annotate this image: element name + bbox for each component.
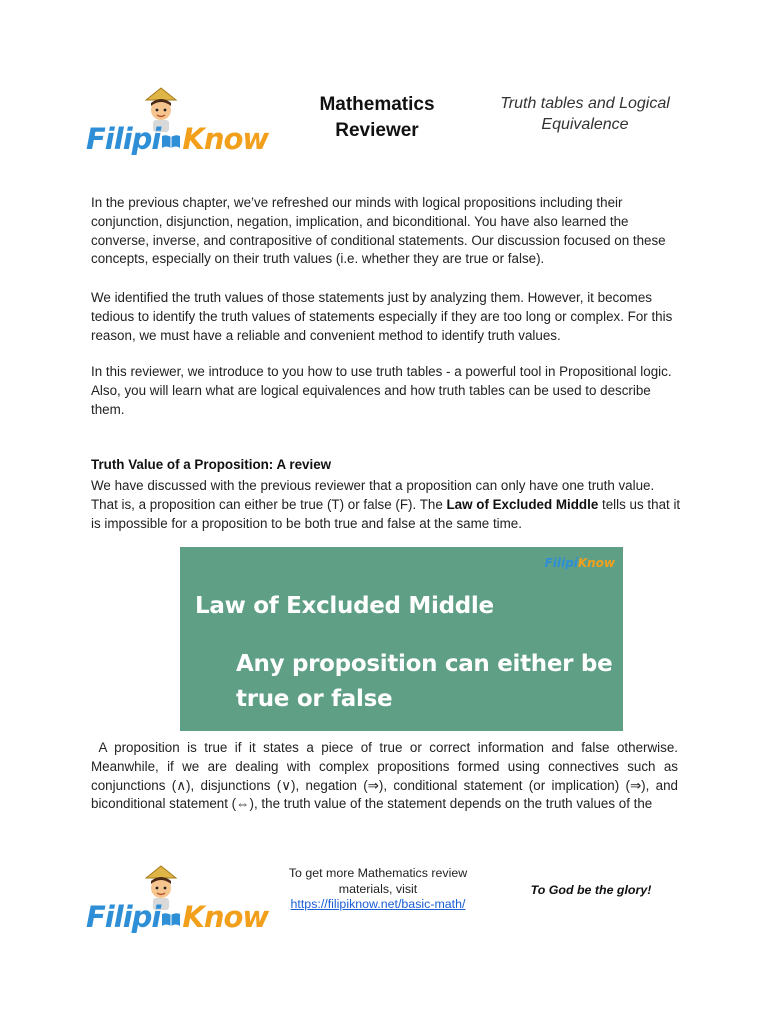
law-term: Law of Excluded Middle <box>446 496 599 512</box>
book-icon <box>161 911 181 927</box>
banner-logo-filipi: Filipi <box>544 556 578 570</box>
intro-paragraph-3: In this reviewer, we introduce to you how to use truth tables - a powerful tool in Propositional logic. Also, you will learn what are logical equivalences and how truth tables can be used to describe them. <box>91 364 672 417</box>
truth-value-paragraph <box>91 477 681 533</box>
filipiknow-logo <box>86 86 269 178</box>
basic-math-link[interactable]: https://filipiknow.net/basic-math/ <box>290 897 466 912</box>
book-icon <box>161 133 181 149</box>
logo-text-know: Know <box>182 122 269 156</box>
filipiknow-logo-footer <box>86 864 269 956</box>
complex-proposition-paragraph: A proposition is true if it states a piece of true or correct information and false otherwise. Meanwhile, if we are dealing with complex propositions formed using connectives such as conjunctions (∧), disjunctions (∨), negation (⇒), conditional statement (or implication) (⇒), and biconditional statement (⇔), the truth value of the statement depends on the truth values of the <box>91 740 682 812</box>
banner-statement: Any proposition can either be true or false <box>236 651 613 712</box>
document-title: Mathematics Reviewer <box>319 94 435 141</box>
banner-title: Law of Excluded Middle <box>195 593 494 619</box>
footer-motto: To God be the glory! <box>530 883 652 897</box>
logo-wordmark <box>86 900 268 934</box>
logo-text-filipi: Filipi <box>86 900 161 934</box>
document-topic: Truth tables and Logical Equivalence <box>500 95 670 133</box>
intro-paragraph-2: We identified the truth values of those statements just by analyzing them. However, it becomes tedious to identify the truth values of statements especially if they are too long or complex. For this reason, we must have a reliable and convenient method to identify truth values. <box>91 290 673 343</box>
banner-logo <box>545 556 615 570</box>
paragraph-text: We have discussed with the previous reviewer that a proposition can only have one truth value. That is, a proposition can either be true (T) or false (F). The <box>91 478 655 512</box>
footer-call-to-action <box>278 866 478 913</box>
logo-text-filipi: Filipi <box>86 122 161 156</box>
logo-wordmark <box>86 122 268 156</box>
logo-text-know: Know <box>182 900 269 934</box>
section-heading: Truth Value of a Proposition: A review <box>91 457 332 472</box>
paragraph-text: tells us that it is impossible for a proposition to be both true and false at the same time. <box>91 496 681 531</box>
banner-logo-know: Know <box>577 556 615 570</box>
footer-cta-text: To get more Mathematics review materials, visit <box>288 866 468 896</box>
intro-paragraph-1: In the previous chapter, we’ve refreshed our minds with logical propositions including their conjunction, disjunction, negation, implication, and biconditional. You have also learned the converse, inverse, and contrapositive of conditional statements. Our discussion focused on these concepts, especially on their truth values (i.e. whether they are true or false). <box>91 195 666 267</box>
law-of-excluded-middle-banner <box>180 547 623 731</box>
